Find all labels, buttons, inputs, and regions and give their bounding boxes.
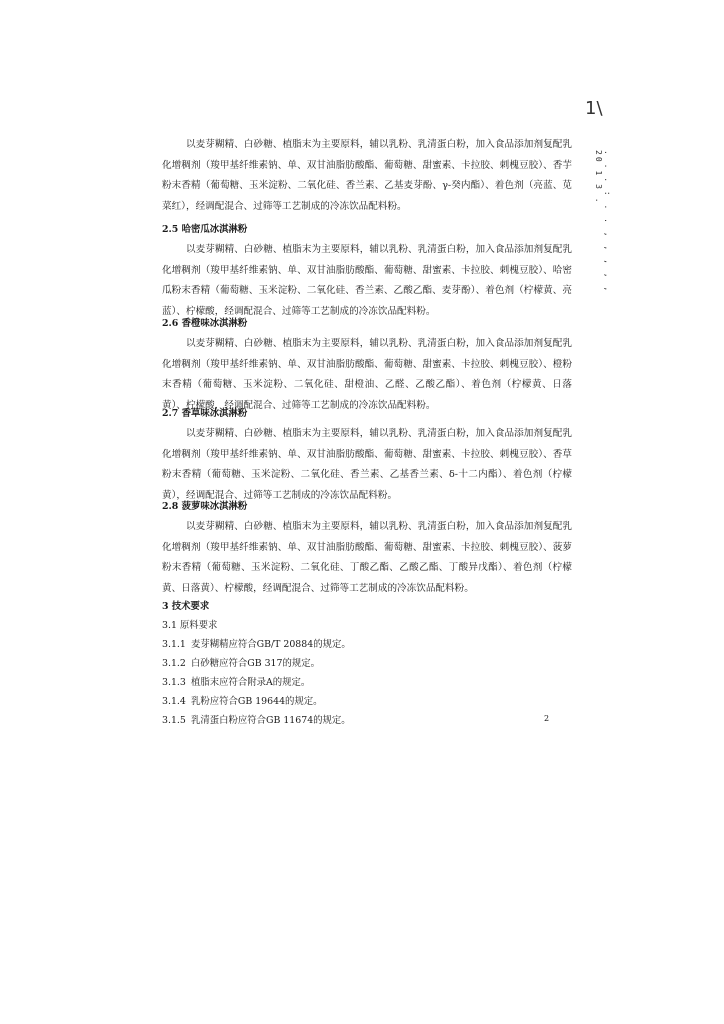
item-text: 麦芽糊精应符合GB/T 20884的规定。 xyxy=(190,639,351,650)
section-2-7-heading: 2.7 香草味冰淇淋粉 xyxy=(162,408,248,419)
item-number: 3.1.5 xyxy=(162,715,186,726)
page-number: 2 xyxy=(544,714,550,723)
section-2-8-heading: 2.8 菠萝味冰淇淋粉 xyxy=(162,501,248,512)
requirement-item xyxy=(162,655,320,669)
requirement-item xyxy=(162,674,310,688)
section-2-8-paragraph: 以麦芽糊精、白砂糖、植脂末为主要原料，辅以乳粉、乳清蛋白粉，加入食品添加剂复配乳化增稠剂（羧甲基纤维素钠、单、双甘油脂肪酸酯、葡萄糖、甜蜜素、卡拉胶、刺槐豆胶）、菠萝粉末香精（葡萄糖、玉米淀粉、二氧化硅、丁酸乙酯、乙酸乙酯、丁酸异戊酯）、着色剂（柠檬黄、日落黄）、柠檬酸，经调配混合、过筛等工艺制成的冷冻饮品配料粉。 xyxy=(162,521,572,594)
section-2-4-paragraph: 以麦芽糊精、白砂糖、植脂末为主要原料，辅以乳粉、乳清蛋白粉，加入食品添加剂复配乳化增稠剂（羧甲基纤维素钠、单、双甘油脂肪酸酯、葡萄糖、甜蜜素、卡拉胶、刺槐豆胶）、香芋粉末香精（葡萄糖、玉米淀粉、二氧化硅、香兰素、乙基麦芽酚、γ-癸内酯）、着色剂（亮蓝、苋菜红），经调配混合、过筛等工艺制成的冷冻饮品配料粉。 xyxy=(162,139,572,212)
item-text: 乳粉应符合GB 19644的规定。 xyxy=(190,696,323,707)
section-3-1-heading: 3.1 原料要求 xyxy=(162,620,218,631)
section-2-7-paragraph: 以麦芽糊精、白砂糖、植脂末为主要原料，辅以乳粉、乳清蛋白粉，加入食品添加剂复配乳化增稠剂（羧甲基纤维素钠、单、双甘油脂肪酸酯、葡萄糖、甜蜜素、卡拉胶、刺槐豆胶）、香草粉末香精（葡萄糖、玉米淀粉、二氧化硅、香兰素、乙基香兰素、δ-十二内酯）、着色剂（柠檬黄），经调配混合、过筛等工艺制成的冷冻饮品配料粉。 xyxy=(162,428,572,501)
requirement-item xyxy=(162,636,351,650)
requirement-item xyxy=(162,712,351,726)
corner-mark: 1\ xyxy=(585,98,603,119)
section-3-heading: 3 技术要求 xyxy=(162,601,210,612)
item-number: 3.1.4 xyxy=(162,696,186,707)
item-number: 3.1.1 xyxy=(162,639,186,650)
item-text: 乳清蛋白粉应符合GB 11674的规定。 xyxy=(190,715,351,726)
section-2-5-heading: 2.5 哈密瓜冰淇淋粉 xyxy=(162,224,248,235)
requirement-item xyxy=(162,693,323,707)
section-2-6-paragraph: 以麦芽糊精、白砂糖、植脂末为主要原料，辅以乳粉、乳清蛋白粉，加入食品添加剂复配乳化增稠剂（羧甲基纤维素钠、单、双甘油脂肪酸酯、葡萄糖、甜蜜素、卡拉胶、刺槐豆胶）、橙粉末香精（葡萄糖、玉米淀粉、二氧化硅、甜橙油、乙醛、乙酸乙酯）、着色剂（柠檬黄、日落黄）、柠檬酸，经调配混合、过筛等工艺制成的冷冻饮品配料粉。 xyxy=(162,338,572,411)
item-text: 白砂糖应符合GB 317的规定。 xyxy=(190,658,320,669)
item-number: 3.1.3 xyxy=(162,677,186,688)
section-2-6-heading: 2.6 香橙味冰淇淋粉 xyxy=(162,318,248,329)
item-text: 植脂末应符合附录A的规定。 xyxy=(190,677,311,688)
item-number: 3.1.2 xyxy=(162,658,186,669)
section-2-5-paragraph: 以麦芽糊精、白砂糖、植脂末为主要原料，辅以乳粉、乳清蛋白粉，加入食品添加剂复配乳化增稠剂（羧甲基纤维素钠、单、双甘油脂肪酸酯、葡萄糖、甜蜜素、卡拉胶、刺槐豆胶）、哈密瓜粉末香精（葡萄糖、玉米淀粉、二氧化硅、香兰素、乙酸乙酯、麦芽酚）、着色剂（柠檬黄、亮蓝）、柠檬酸，经调配混合、过筛等工艺制成的冷冻饮品配料粉。 xyxy=(162,244,572,317)
side-stamp: . . . : . . , , , , , 20 1 3 . xyxy=(594,150,612,294)
